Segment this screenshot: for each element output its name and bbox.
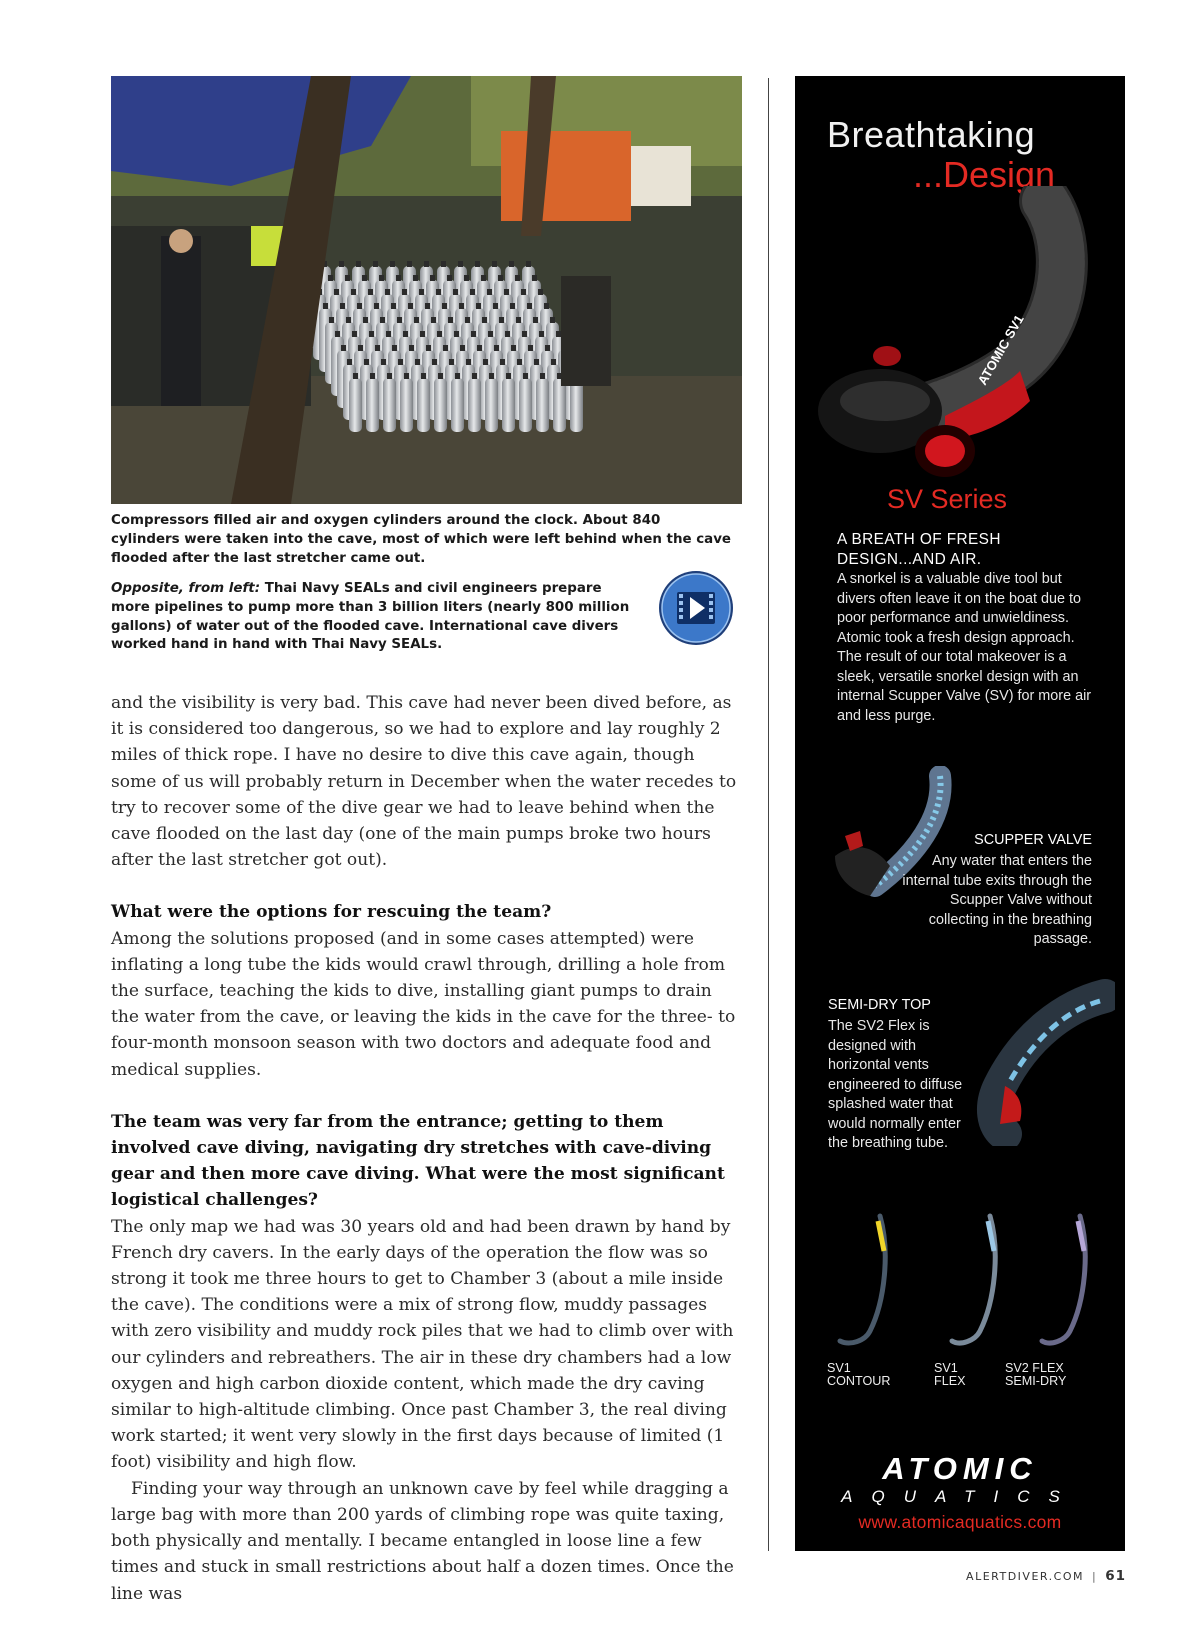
ad-body-text: A snorkel is a valuable dive tool but divers often leave it on the boat due to poor performance and unwieldiness. Atomic took a fresh design approach. The result of our total makeover is a sleek, versatile snorkel design with an internal Scupper Valve (SV) for more air and less purge.: [837, 571, 1092, 724]
caption-lead: Opposite, from left:: [111, 581, 261, 596]
semi-dry-title: SEMI-DRY TOP: [828, 997, 931, 1013]
scupper-valve-title: SCUPPER VALVE: [974, 832, 1092, 848]
opposite-caption: [111, 580, 631, 655]
ad-title-line2: ...Design: [913, 154, 1056, 195]
product-label-sv1-contour: SV1 CONTOUR: [827, 1361, 891, 1388]
product-label-sv1-flex: SV1 FLEX: [934, 1361, 966, 1388]
product-lineup-image: [820, 1211, 1110, 1356]
column-divider: [768, 78, 769, 1551]
snorkel-hero-image: [795, 186, 1125, 486]
atomic-brand-logo: ATOMIC: [882, 1451, 1038, 1486]
footer-separator: |: [1091, 1570, 1098, 1583]
ad-series: SV Series: [887, 484, 1008, 514]
atomic-brand-subtitle: AQUATICS: [841, 1487, 1079, 1506]
cylinder-yard-illustration: [111, 76, 742, 504]
ad-headline: A BREATH OF FRESH DESIGN...AND AIR.: [837, 531, 1001, 568]
snorkel-logo-text: ATOMIC SV1: [974, 312, 1027, 388]
paragraph: Finding your way through an unknown cave by feel while dragging a large bag with more than 200 yards of climbing rope was quite taxing, both physically and mentally. I became entangled in loose line a few times and stuck in small restrictions about half a dozen times. Once the line was: [111, 1478, 734, 1604]
video-play-button[interactable]: [658, 570, 734, 646]
atomic-aquatics-ad[interactable]: [795, 76, 1125, 1551]
scupper-valve-body: Any water that enters the internal tube exits through the Scupper Valve without collecting in the breathing passage.: [902, 853, 1092, 947]
caption-text: Thai Navy SEALs and civil engineers prepare more pipelines to pump more than 3 billion liters (nearly 800 million gallons) of water out of the flooded cave. International cave divers worked hand in hand with Thai Navy SEALs.: [111, 581, 630, 653]
ad-title-line1: Breathtaking: [827, 114, 1036, 155]
question-heading: What were the options for rescuing the team?: [111, 902, 552, 923]
paragraph: Among the solutions proposed (and in some cases attempted) were inflating a long tube the kids would crawl through, drilling a hole from the surface, teaching the kids to dive, installing giant pumps to drain the water from the cave, or leaving the kids in the cave for the three- to four-month monsoon season with two doctors and adequate food and medical supplies.: [111, 928, 736, 1080]
semi-dry-body: The SV2 Flex is designed with horizontal vents engineered to diffuse splashed water that would normally enter the breathing tube.: [828, 1018, 963, 1151]
paragraph: and the visibility is very bad. This cave had never been dived before, as it is considered too dangerous, so we had to explore and lay roughly 2 miles of thick rope. I have no desire to dive this cave again, though some of us will probably return in December when the water recedes to try to recover some of the dive gear we had to leave behind when the cave flooded on the last day (one of the main pumps broke two hours after the last stretcher got out).: [111, 693, 737, 871]
product-label-sv2-flex: SV2 FLEX SEMI-DRY: [1005, 1361, 1067, 1388]
page-footer: [966, 1568, 1126, 1584]
photo-caption: Compressors filled air and oxygen cylinders around the clock. About 840 cylinders were taken into the cave, most of which were left behind when the cave flooded after the last stretcher came out.: [111, 513, 732, 566]
page-number: 61: [1105, 1568, 1126, 1584]
question-heading: The team was very far from the entrance; getting to them involved cave diving, navigating dry stretches with cave-diving gear and then more cave diving. What were the most significant logistical challenges?: [111, 1111, 725, 1211]
paragraph: The only map we had was 30 years old and had been drawn by hand by French dry cavers. In the early days of the operation the flow was so strong it took me three hours to get to Chamber 3 (about a mile inside the cave). The conditions were a mix of strong flow, muddy passages with zero visibility and muddy rock piles that we had to climb over with our cylinders and rebreathers. The air in these dry chambers had a low oxygen and high carbon dioxide content, which made the dry caving similar to high-altitude climbing. Once past Chamber 3, the real diving work started; it went very slowly in the first days because of limited (1 foot) visibility and high flow.: [111, 1216, 734, 1473]
article-photo: [111, 76, 742, 504]
semi-dry-top-image: [965, 976, 1115, 1146]
play-icon: [658, 570, 734, 646]
footer-site[interactable]: ALERTDIVER.COM: [966, 1570, 1084, 1583]
ad-website-link[interactable]: www.atomicaquatics.com: [858, 1512, 1062, 1532]
article-body: [111, 690, 741, 1607]
